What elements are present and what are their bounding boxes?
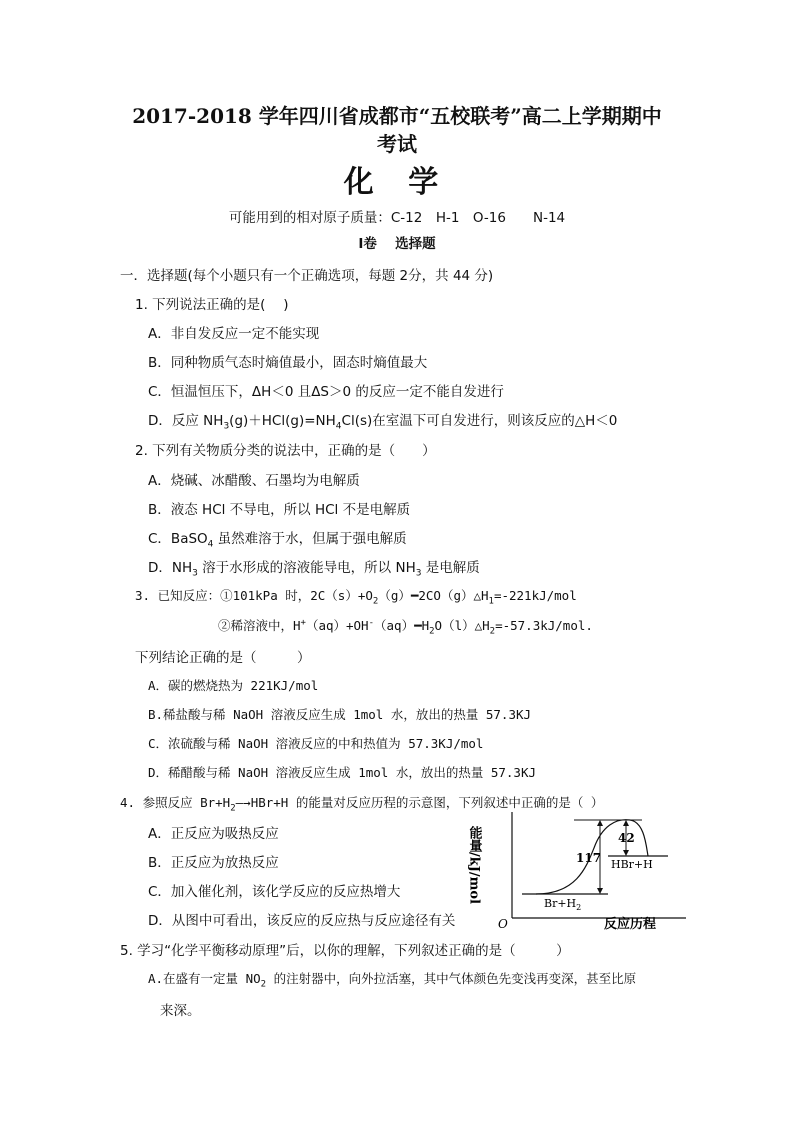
atomic-mass-note: 可能用到的相对原子质量：C-12 H-1 O-16 N-14 — [228, 210, 566, 226]
q2-option-b: B．液态 HCl 不导电，所以 HCl 不是电解质 — [148, 502, 411, 518]
section-heading: Ⅰ卷 选择题 — [358, 236, 436, 252]
q1-option-c: C．恒温恒压下，ΔH＜0 且ΔS＞0 的反应一定不能自发进行 — [148, 384, 504, 400]
q5-stem: 5. 学习“化学平衡移动原理”后，以你的理解，下列叙述正确的是（ ） — [120, 943, 570, 959]
reactant-label: $Br+H_2$ — [544, 897, 582, 912]
q1-stem: 1. 下列说法正确的是( ) — [135, 297, 289, 313]
product-label: HBr+H — [611, 858, 653, 871]
q3-option-c: C．浓硫酸与稀 NaOH 溶液反应的中和热值为 57.3KJ/mol — [148, 736, 484, 751]
q3-lead: 下列结论正确的是（ ） — [135, 650, 311, 666]
exam-title-line1: 2017-2018 学年四川省成都市“五校联考”高二上学期期中 — [132, 104, 662, 128]
q2-option-a: A．烧碱、冰醋酸、石墨均为电解质 — [148, 473, 360, 489]
energy-diagram — [466, 808, 692, 932]
q4-option-a: A．正反应为吸热反应 — [148, 826, 279, 842]
q3-stem: 3. 已知反应：①101kPa 时，$2C(s)+O_2(g)━2CO(g)\triangle H_1=-221kJ$/mol — [135, 588, 577, 607]
label-42: 42 — [618, 831, 635, 845]
q2-stem: 2. 下列有关物质分类的说法中，正确的是（ ） — [135, 443, 436, 459]
q5-option-a-line2: 来深。 — [160, 1003, 201, 1019]
x-axis-label: 反应历程 — [604, 917, 657, 932]
label-117: 117 — [576, 851, 602, 865]
q4-option-d: D．从图中可看出，该反应的反应热与反应途径有关 — [148, 913, 456, 929]
q5-option-a-line1: A.在盛有一定量 $NO_2$ 的注射器中，向外拉活塞，其中气体颜色先变浅再变深，甚至比原 — [148, 971, 637, 990]
y-axis-label: 能量/kJ/mol — [466, 826, 482, 905]
q1-option-d: D．反应 $NH_3(g)+HCl(g)=NH_4Cl(s)$在室温下可自发进行，则该反应的△H＜0 — [148, 413, 618, 432]
q4-option-c: C．加入催化剂，该化学反应的反应热增大 — [148, 884, 401, 900]
part1-heading: 一．选择题(每个小题只有一个正确选项，每题 2分，共 44 分) — [120, 268, 494, 284]
q4-option-b: B．正反应为放热反应 — [148, 855, 279, 871]
q4-stem: 4. 参照反应 $Br+H_2—\to HBr+H$ 的能量对反应历程的示意图，下列叙述中正确的是（ ） — [120, 795, 604, 814]
origin-label: O — [498, 917, 508, 931]
q3-option-a: A．碳的燃烧热为 221KJ/mol — [148, 678, 319, 693]
q2-option-d: D．$NH_3$ 溶于水形成的溶液能导电，所以 $NH_3$ 是电解质 — [148, 560, 480, 579]
q2-option-c: C．BaSO$_4$ 虽然难溶于水，但属于强电解质 — [148, 531, 407, 550]
q1-option-a: A．非自发反应一定不能实现 — [148, 326, 320, 342]
exam-title-line2: 考试 — [377, 132, 417, 156]
q1-option-b: B．同种物质气态时熵值最小，固态时熵值最大 — [148, 355, 428, 371]
q3-option-b: B.稀盐酸与稀 NaOH 溶液反应生成 1mol 水，放出的热量 57.3KJ — [148, 707, 532, 722]
q3-option-d: D．稀醋酸与稀 NaOH 溶液反应生成 1mol 水，放出的热量 57.3KJ — [148, 765, 537, 780]
q3-reaction-2: ②稀溶液中，$H^+(aq)+OH^-(aq)━H_2O(l)\triangle H_2=-57.3kJ$/mol. — [218, 617, 593, 637]
subject-title: 化 学 — [343, 165, 451, 200]
